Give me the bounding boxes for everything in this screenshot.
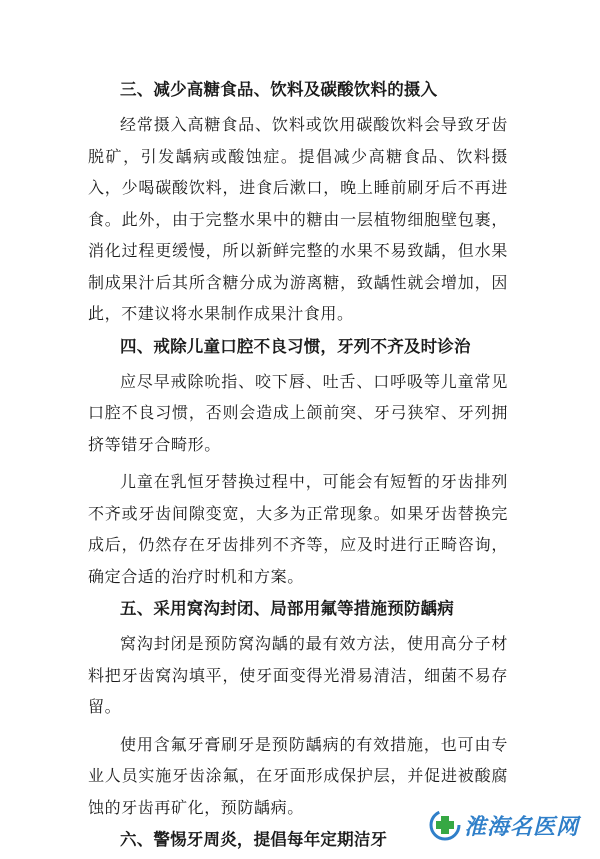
paragraph: 使用含氟牙膏刷牙是预防龋病的有效措施，也可由专业人员实施牙齿涂氟，在牙面形成保护层，并促进被酸腐蚀的牙齿再矿化，预防龋病。 <box>88 734 508 817</box>
medical-cross-logo-icon <box>428 808 462 842</box>
watermark <box>428 808 588 842</box>
watermark-text: 淮海名医网 <box>464 814 580 840</box>
paragraph: 应尽早戒除吮指、咬下唇、吐舌、口呼吸等儿童常见口腔不良习惯，否则会造成上颌前突、牙弓狭窄、牙列拥挤等错牙合畸形。 <box>88 371 508 454</box>
section-heading: 四、戒除儿童口腔不良习惯，牙列不齐及时诊治 <box>120 336 471 356</box>
section-heading: 三、减少高糖食品、饮料及碳酸饮料的摄入 <box>120 80 438 99</box>
section-heading: 六、警惕牙周炎，提倡每年定期洁牙 <box>120 830 388 849</box>
paragraph: 经常摄入高糖食品、饮料或饮用碳酸饮料会导致牙齿脱矿，引发龋病或酸蚀症。提倡减少高糖食品、饮料摄入，少喝碳酸饮料，进食后漱口，晚上睡前刷牙后不再进食。此外，由于完整水果中的糖由一层植物细胞壁包裹，消化过程更缓慢，所以新鲜完整的水果不易致龋，但水果制成果汁后其所含糖分成为游离糖，致龋性就会增加，因此，不建议将水果制作成果汁食用。 <box>88 115 508 323</box>
section-heading: 五、采用窝沟封闭、局部用氟等措施预防龋病 <box>120 599 454 618</box>
document-body <box>88 79 508 859</box>
paragraph: 窝沟封闭是预防窝沟龋的最有效方法，使用高分子材料把牙齿窝沟填平，使牙面变得光滑易清洁，细菌不易存留。 <box>88 634 508 716</box>
paragraph: 儿童在乳恒牙替换过程中，可能会有短暂的牙齿排列不齐或牙齿间隙变宽，大多为正常现象。如果牙齿替换完成后，仍然存在牙齿排列不齐等，应及时进行正畸咨询，确定合适的治疗时机和方案。 <box>88 472 508 586</box>
